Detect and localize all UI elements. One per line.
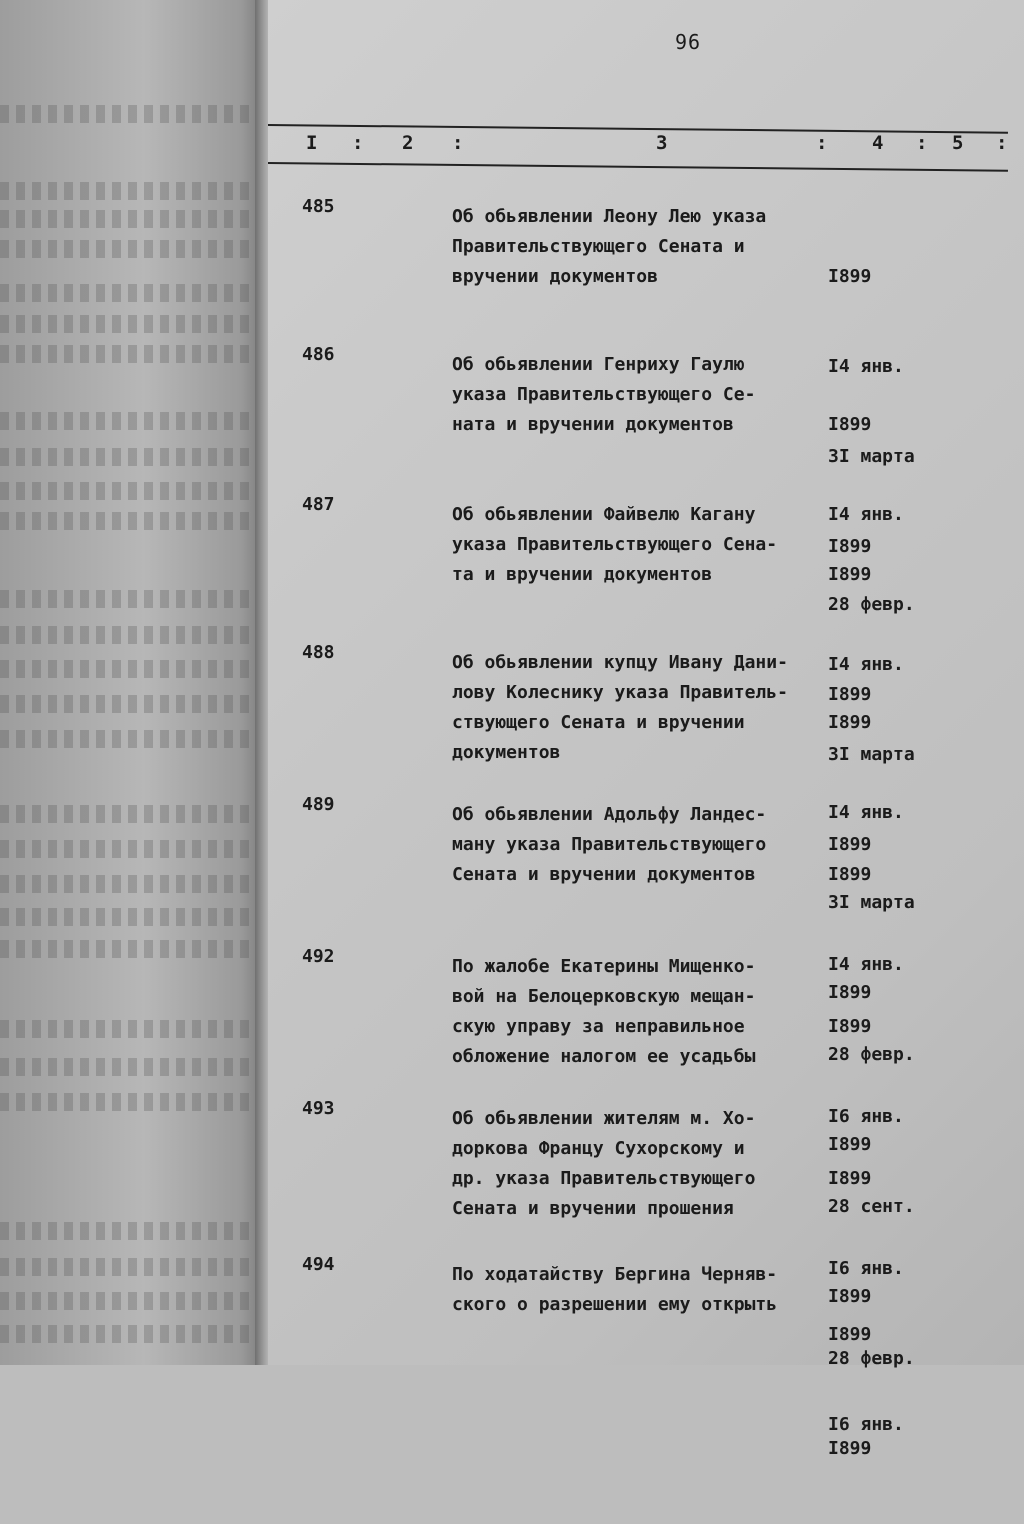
- entry-title-line: Об обьявлении Адольфу Ландес-: [452, 804, 767, 825]
- entry-date: I4 янв.: [828, 654, 904, 675]
- entry-date: I899: [828, 1286, 872, 1307]
- bleed-through-text: [0, 908, 262, 926]
- entry-title-line: ману указа Правительствующего: [452, 834, 767, 855]
- entry-title-line: ствующего Сената и вручении: [452, 712, 745, 733]
- entry-title: [452, 350, 755, 440]
- entry-title-line: доркова Францу Сухорскому и: [452, 1138, 745, 1159]
- entry-date: 28 февр.: [828, 594, 915, 615]
- column-header-3: 3: [656, 132, 668, 154]
- entry-date: I4 янв.: [828, 504, 904, 525]
- entry-title-line: Сената и вручении документов: [452, 864, 756, 885]
- bleed-through-text: [0, 1020, 262, 1038]
- entry-title-line: Сената и вручении прошения: [452, 1198, 734, 1219]
- left-page-edge: [0, 0, 262, 1365]
- bleed-through-text: [0, 412, 262, 430]
- entry-title-line: указа Правительствующего Сена-: [452, 534, 778, 555]
- bleed-through-text: [0, 1325, 262, 1343]
- header-rule-bottom: [268, 162, 1008, 172]
- entry-date: 3I марта: [828, 446, 915, 467]
- entry-title-line: вой на Белоцерковскую мещан-: [452, 986, 756, 1007]
- entry-date: I899: [828, 1168, 872, 1189]
- entry-date: 3I марта: [828, 892, 915, 913]
- entry-date: I899: [828, 564, 872, 585]
- entry-date: 28 сент.: [828, 1196, 915, 1217]
- entry-number: 492: [302, 946, 335, 967]
- entry-date: I899: [828, 834, 872, 855]
- entry-date: I899: [828, 982, 872, 1003]
- entry-number: 489: [302, 794, 335, 815]
- entry-title-line: указа Правительствующего Се-: [452, 384, 756, 405]
- entry-number: 487: [302, 494, 335, 515]
- entry-date: I899: [828, 1134, 872, 1155]
- bleed-through-text: [0, 1058, 262, 1076]
- bleed-through-text: [0, 284, 262, 302]
- column-header-4: 4: [872, 132, 884, 154]
- entry-title-line: ского о разрешении ему открыть: [452, 1294, 778, 1315]
- bleed-through-text: [0, 448, 262, 466]
- column-header-5: 5: [952, 132, 964, 154]
- entry-title-line: Об обьявлении Генриху Гаулю: [452, 354, 745, 375]
- bleed-through-text: [0, 182, 262, 200]
- bleed-through-text: [0, 1222, 262, 1240]
- column-separator: :: [352, 132, 364, 154]
- bleed-through-text: [0, 210, 262, 228]
- entry-title-line: скую управу за неправильное: [452, 1016, 745, 1037]
- entry-date: I4 янв.: [828, 954, 904, 975]
- entry-title-line: Об обьявлении жителям м. Хо-: [452, 1108, 756, 1129]
- bleed-through-text: [0, 626, 262, 644]
- entry-number: 488: [302, 642, 335, 663]
- entry-title-line: документов: [452, 742, 561, 763]
- bleed-through-text: [0, 805, 262, 823]
- column-header-1: I: [306, 132, 318, 154]
- column-separator: :: [816, 132, 828, 154]
- entry-title: [452, 952, 755, 1072]
- entry-title-line: Об обьявлении Леону Лею указа: [452, 206, 767, 227]
- entry-title: [452, 1104, 755, 1224]
- entry-date: I899: [828, 266, 872, 287]
- entry-number: 494: [302, 1254, 335, 1275]
- entry-title-line: обложение налогом ее усадьбы: [452, 1046, 756, 1067]
- entry-date: 3I марта: [828, 744, 915, 765]
- entry-date: I899: [828, 1438, 872, 1459]
- bleed-through-text: [0, 695, 262, 713]
- entry-title-line: Об обьявлении Файвелю Кагану: [452, 504, 756, 525]
- entry-date: I899: [828, 864, 872, 885]
- bleed-through-text: [0, 1258, 262, 1276]
- entry-title-line: ната и вручении документов: [452, 414, 734, 435]
- entry-date: I6 янв.: [828, 1258, 904, 1279]
- bleed-through-text: [0, 512, 262, 530]
- bleed-through-text: [0, 105, 262, 123]
- column-separator: :: [452, 132, 464, 154]
- entry-date: 28 февр.: [828, 1348, 915, 1369]
- entry-date: I899: [828, 1324, 872, 1345]
- entry-title-line: лову Колеснику указа Правитель-: [452, 682, 788, 703]
- entry-date: I4 янв.: [828, 802, 904, 823]
- entry-title: [452, 648, 788, 768]
- bleed-through-text: [0, 345, 262, 363]
- bleed-through-text: [0, 875, 262, 893]
- entry-date: 28 февр.: [828, 1044, 915, 1065]
- entry-title: [452, 1260, 777, 1320]
- entry-title: [452, 202, 766, 292]
- bleed-through-text: [0, 940, 262, 958]
- entry-title: [452, 800, 766, 890]
- column-separator: :: [916, 132, 928, 154]
- entry-date: I899: [828, 536, 872, 557]
- column-separator: :: [996, 132, 1008, 154]
- entry-title-line: др. указа Правительствующего: [452, 1168, 756, 1189]
- entry-number: 486: [302, 344, 335, 365]
- bleed-through-text: [0, 590, 262, 608]
- page-number: 96: [674, 30, 702, 54]
- bleed-through-text: [0, 840, 262, 858]
- entry-date: I899: [828, 1016, 872, 1037]
- bleed-through-text: [0, 660, 262, 678]
- entry-title-line: По ходатайству Бергина Черняв-: [452, 1264, 778, 1285]
- entry-title-line: Правительствующего Сената и: [452, 236, 745, 257]
- bleed-through-text: [0, 730, 262, 748]
- entry-date: I4 янв.: [828, 356, 904, 377]
- entry-date: I6 янв.: [828, 1414, 904, 1435]
- entry-title-line: Об обьявлении купцу Ивану Дани-: [452, 652, 788, 673]
- document-page: [268, 0, 1024, 1459]
- header-rule-top: [268, 124, 1008, 134]
- entry-date: I899: [828, 684, 872, 705]
- bleed-through-text: [0, 1093, 262, 1111]
- column-header-2: 2: [402, 132, 414, 154]
- entry-date: I6 янв.: [828, 1106, 904, 1127]
- entry-date: I899: [828, 712, 872, 733]
- entry-number: 485: [302, 196, 335, 217]
- bleed-through-text: [0, 1292, 262, 1310]
- entry-title-line: вручении документов: [452, 266, 658, 287]
- entry-number: 493: [302, 1098, 335, 1119]
- bleed-through-text: [0, 240, 262, 258]
- entry-title-line: По жалобе Екатерины Мищенко-: [452, 956, 756, 977]
- entry-title: [452, 500, 777, 590]
- bleed-through-text: [0, 482, 262, 500]
- entry-dates: [828, 1260, 904, 1500]
- bleed-through-text: [0, 315, 262, 333]
- entry-date: I899: [828, 414, 872, 435]
- entry-title-line: та и вручении документов: [452, 564, 713, 585]
